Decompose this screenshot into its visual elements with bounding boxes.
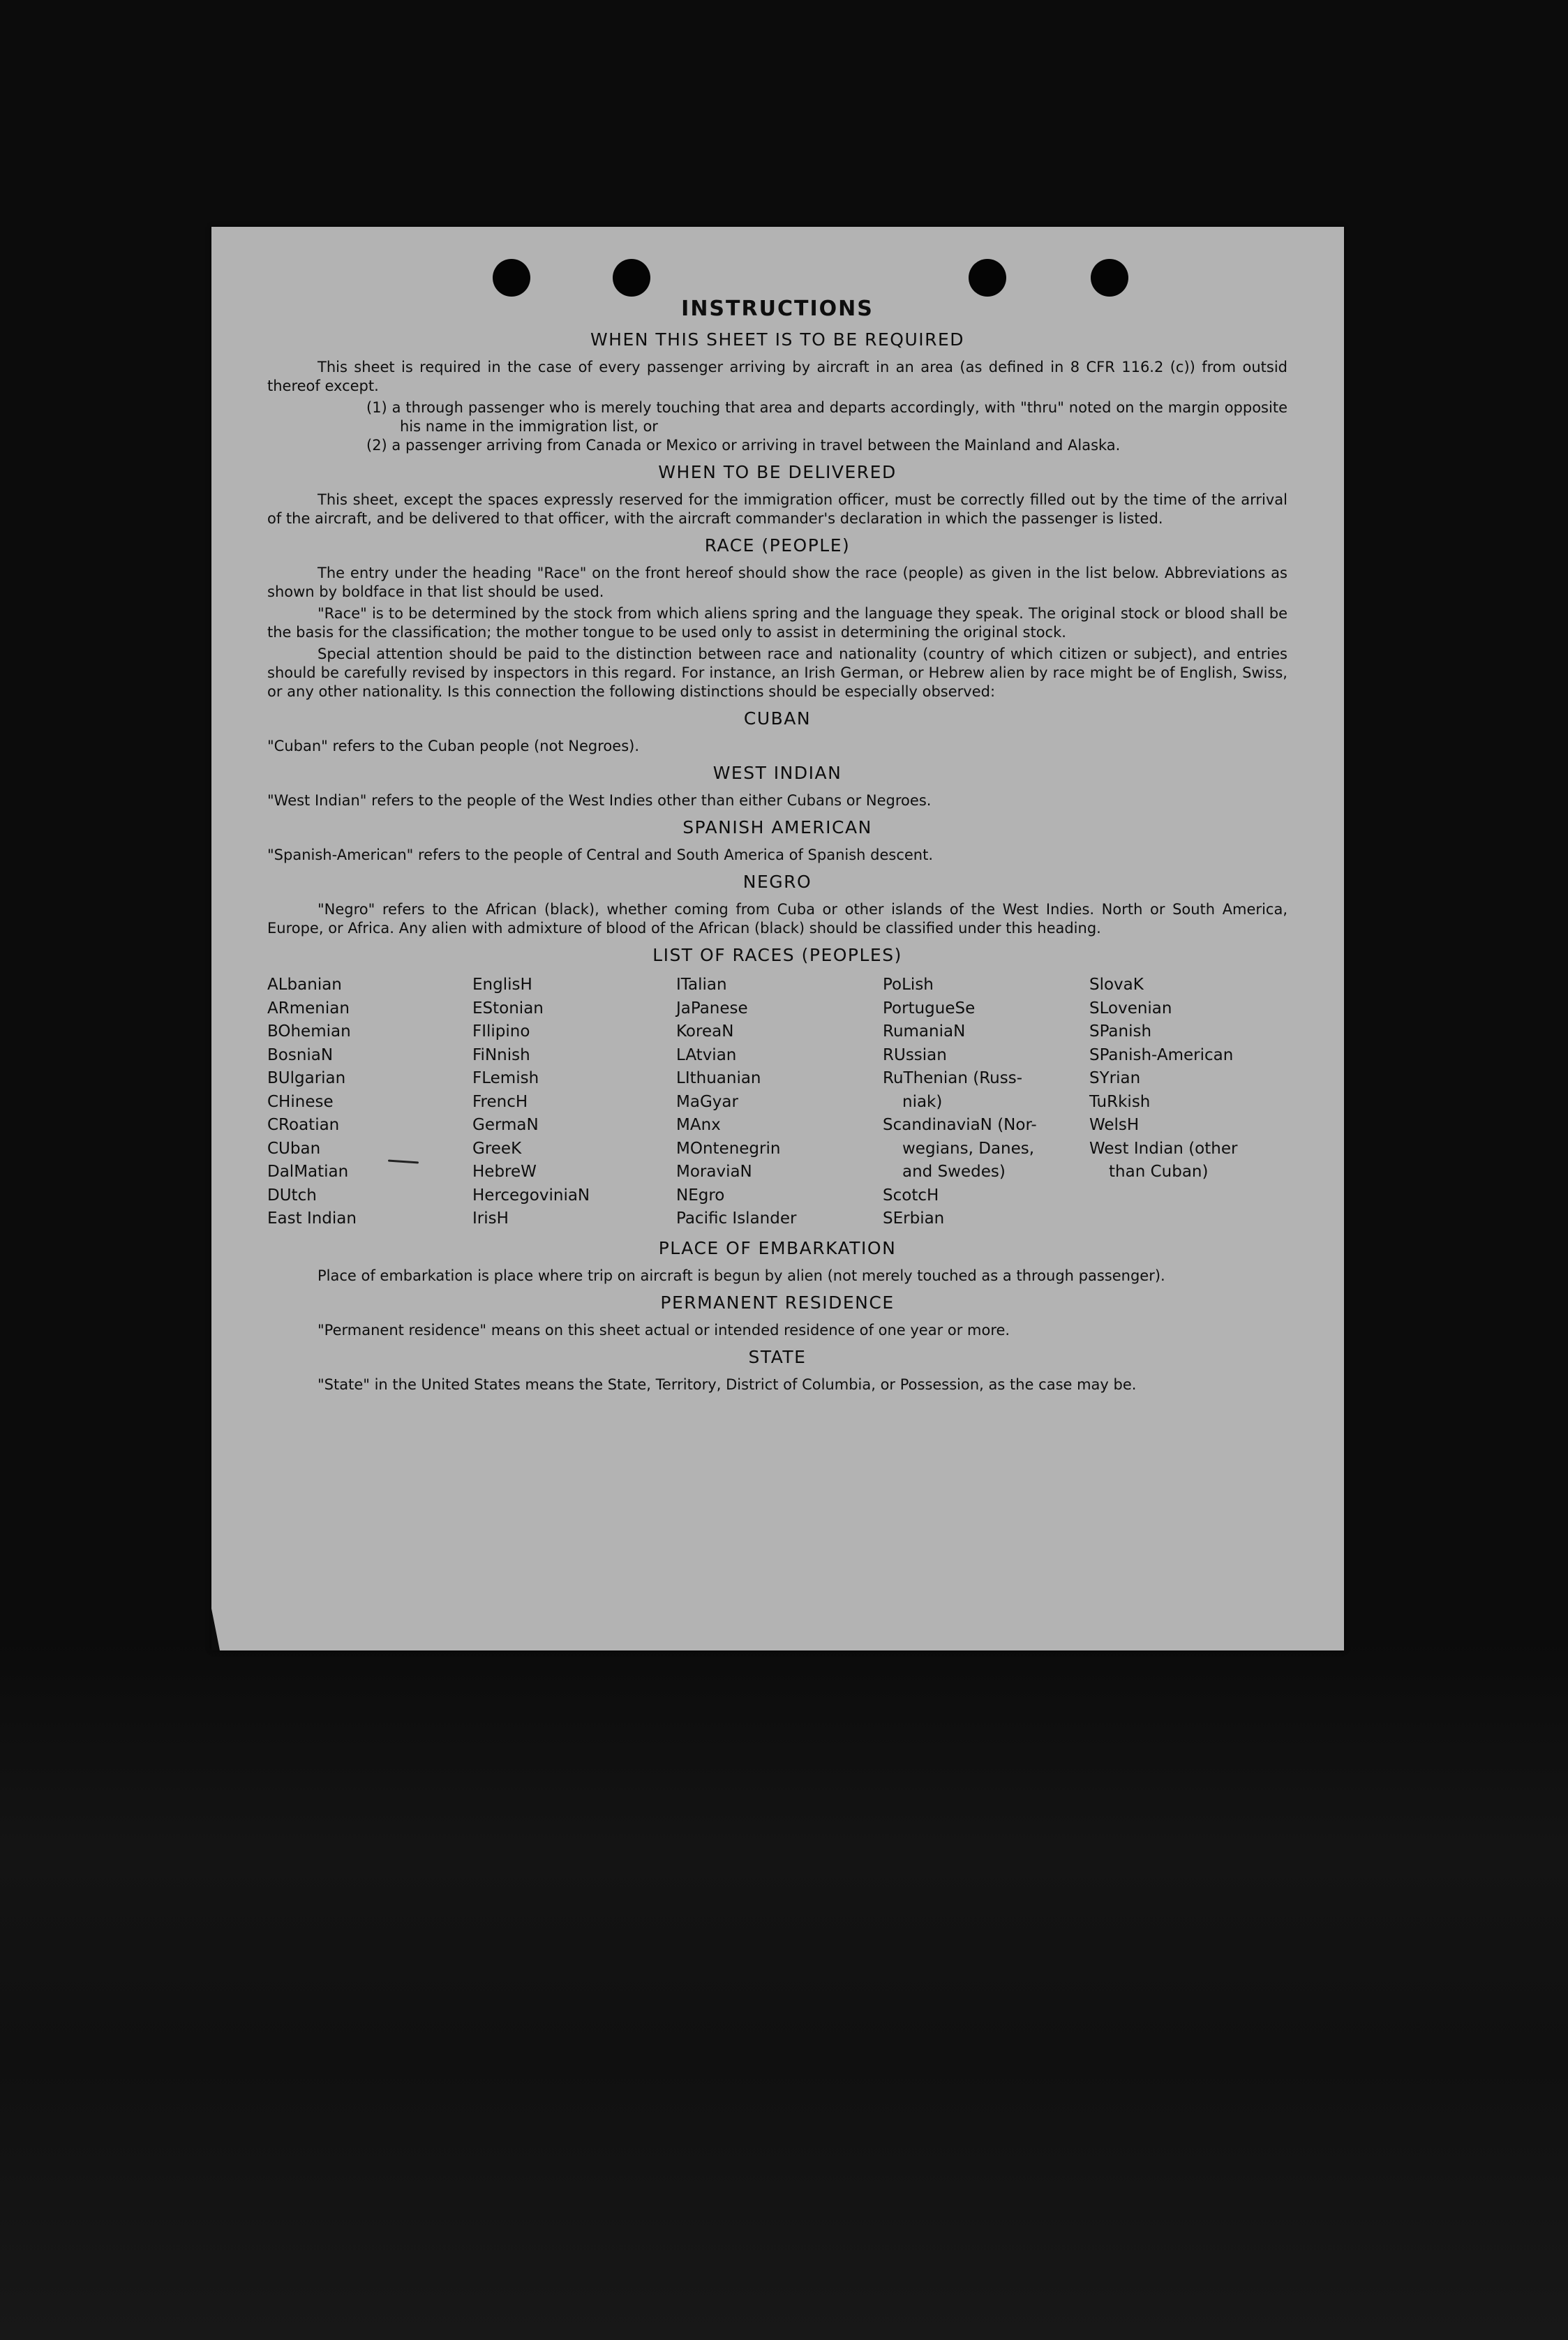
races-column-1 (267, 974, 472, 1231)
race-item: RuThenian (Russ- (883, 1069, 1023, 1087)
races-column-2 (472, 974, 676, 1231)
race-item: DalMatian (267, 1163, 349, 1181)
section-heading-negro: NEGRO (742, 872, 812, 892)
race-item: BosniaN (267, 1045, 334, 1064)
paragraph-race-3: Special attention should be paid to the distinction between race and nationality (country of which citizen or subject), and entries should be carefully revised by inspectors in this regard. For instance, an Irish German, or Hebrew alien by race might be of English, Swiss, or any other nationality. Is this connection the following distinctions should be especially observed: (267, 646, 1287, 700)
section-heading-race: RACE (PEOPLE) (704, 535, 851, 556)
punch-hole (493, 259, 530, 297)
race-item: MAnx (676, 1116, 721, 1134)
race-item: TuRkish (1089, 1092, 1151, 1111)
race-item: BOhemian (267, 1022, 351, 1041)
section-heading-cuban: CUBAN (743, 708, 812, 729)
paragraph-west-indian: "West Indian" refers to the people of the West Indies other than either Cubans or Negroes. (267, 792, 932, 809)
section-heading-embarkation: PLACE OF EMBARKATION (658, 1237, 897, 1258)
punch-hole (1091, 259, 1128, 297)
race-item: KoreaN (676, 1022, 734, 1041)
race-item: EStonian (472, 999, 544, 1018)
paragraph-when-required: This sheet is required in the case of every passenger arriving by aircraft in an area (as defined in 8 CFR 116.2 (c)) from outsid thereof except. (267, 359, 1287, 394)
exception-item-2: (2) a passenger arriving from Canada or Mexico or arriving in travel between the Mainland and Alaska. (366, 437, 1121, 454)
races-column-4 (883, 974, 1089, 1231)
race-item: LIthuanian (676, 1069, 761, 1087)
race-item: EnglisH (472, 976, 532, 994)
paragraph-embarkation: Place of embarkation is place where trip on aircraft is begun by alien (not merely touched as a through passenger). (318, 1267, 1165, 1284)
race-item: MOntenegrin (676, 1139, 781, 1158)
race-item: SlovaK (1089, 976, 1144, 994)
scan-background (0, 1640, 1568, 2340)
race-item: wegians, Danes, (902, 1139, 1035, 1158)
section-heading-state: STATE (748, 1346, 807, 1367)
race-item: East Indian (267, 1209, 357, 1228)
race-item: HercegoviniaN (472, 1186, 590, 1205)
race-item: IrisH (472, 1209, 509, 1228)
race-item: FLemish (472, 1069, 539, 1087)
paragraph-state: "State" in the United States means the State, Territory, District of Columbia, or Possession, as the case may be. (318, 1376, 1137, 1393)
race-item: RumaniaN (883, 1022, 966, 1041)
instructions-body (267, 297, 1287, 1397)
race-item: ITalian (676, 976, 727, 994)
paragraph-cuban: "Cuban" refers to the Cuban people (not Negroes). (267, 738, 640, 754)
paragraph-when-delivered: This sheet, except the spaces expressly reserved for the immigration officer, must be correctly filled out by the time of the arrival of the aircraft, and be delivered to that officer, with the aircraft commander's declaration in which the passenger is listed. (267, 491, 1287, 527)
race-item: ScotcH (883, 1186, 939, 1205)
races-list (267, 974, 1287, 1231)
race-item: ALbanian (267, 976, 342, 994)
race-item: GermaN (472, 1116, 539, 1134)
race-item: ARmenian (267, 999, 350, 1018)
torn-corner (211, 1609, 220, 1650)
exception-item-1: (1) a through passenger who is merely touching that area and departs accordingly, with "thru" noted on the margin opposite his name in the immigration list, or (366, 399, 1287, 435)
race-item: WelsH (1089, 1116, 1140, 1134)
paragraph-race-2: "Race" is to be determined by the stock from which aliens spring and the language they speak. The original stock or blood shall be the basis for the classification; the mother tongue to be used only to assist in determining the original stock. (267, 605, 1287, 641)
race-item: JaPanese (676, 999, 748, 1018)
race-item: PoLish (883, 976, 934, 994)
race-item: MaGyar (676, 1092, 738, 1111)
document-page (211, 227, 1344, 1650)
race-item: SLovenian (1089, 999, 1172, 1018)
race-item: SPanish-American (1089, 1045, 1234, 1064)
race-item: and Swedes) (902, 1163, 1006, 1181)
race-item: PortugueSe (883, 999, 976, 1018)
section-heading-west-indian: WEST INDIAN (712, 763, 842, 783)
race-item: FIlipino (472, 1022, 530, 1041)
race-item: SYrian (1089, 1069, 1141, 1087)
race-item: FrencH (472, 1092, 528, 1111)
race-item: than Cuban) (1109, 1163, 1209, 1181)
document-title: INSTRUCTIONS (681, 297, 874, 321)
race-item: Pacific Islander (676, 1209, 797, 1228)
punch-hole (613, 259, 650, 297)
race-item: ScandinaviaN (Nor- (883, 1116, 1037, 1134)
race-item: RUssian (883, 1045, 947, 1064)
punch-hole (969, 259, 1006, 297)
paragraph-spanish-american: "Spanish-American" refers to the people of Central and South America of Spanish descent. (267, 847, 934, 863)
race-item: FiNnish (472, 1045, 530, 1064)
race-item: BUlgarian (267, 1069, 346, 1087)
race-item: NEgro (676, 1186, 725, 1205)
race-item: SErbian (883, 1209, 945, 1228)
race-item: LAtvian (676, 1045, 737, 1064)
race-item: niak) (902, 1092, 943, 1111)
section-heading-when-delivered: WHEN TO BE DELIVERED (658, 462, 897, 482)
race-item: GreeK (472, 1139, 522, 1158)
paragraph-negro: "Negro" refers to the African (black), whether coming from Cuba or other islands of the West Indies. North or South America, Europe, or Africa. Any alien with admixture of blood of the African (black) should be classified under this heading. (267, 901, 1287, 937)
race-item: CUban (267, 1139, 321, 1158)
paragraph-residence: "Permanent residence" means on this sheet actual or intended residence of one year or more. (318, 1321, 1010, 1339)
race-item: MoraviaN (676, 1163, 752, 1181)
section-heading-when-required: WHEN THIS SHEET IS TO BE REQUIRED (590, 329, 965, 350)
race-item: CRoatian (267, 1116, 340, 1134)
races-column-5 (1089, 974, 1287, 1231)
race-item: CHinese (267, 1092, 334, 1111)
race-item: West Indian (other (1089, 1139, 1238, 1158)
race-item: SPanish (1089, 1022, 1152, 1041)
races-column-3 (676, 974, 883, 1231)
section-heading-residence: PERMANENT RESIDENCE (660, 1292, 895, 1313)
section-heading-list-of-races: LIST OF RACES (PEOPLES) (652, 945, 902, 965)
paragraph-race-1: The entry under the heading "Race" on the front hereof should show the race (people) as given in the list below. Abbreviations as shown by boldface in that list should be used. (267, 565, 1287, 600)
race-item: DUtch (267, 1186, 317, 1205)
race-item: HebreW (472, 1163, 537, 1181)
section-heading-spanish-american: SPANISH AMERICAN (682, 817, 872, 837)
